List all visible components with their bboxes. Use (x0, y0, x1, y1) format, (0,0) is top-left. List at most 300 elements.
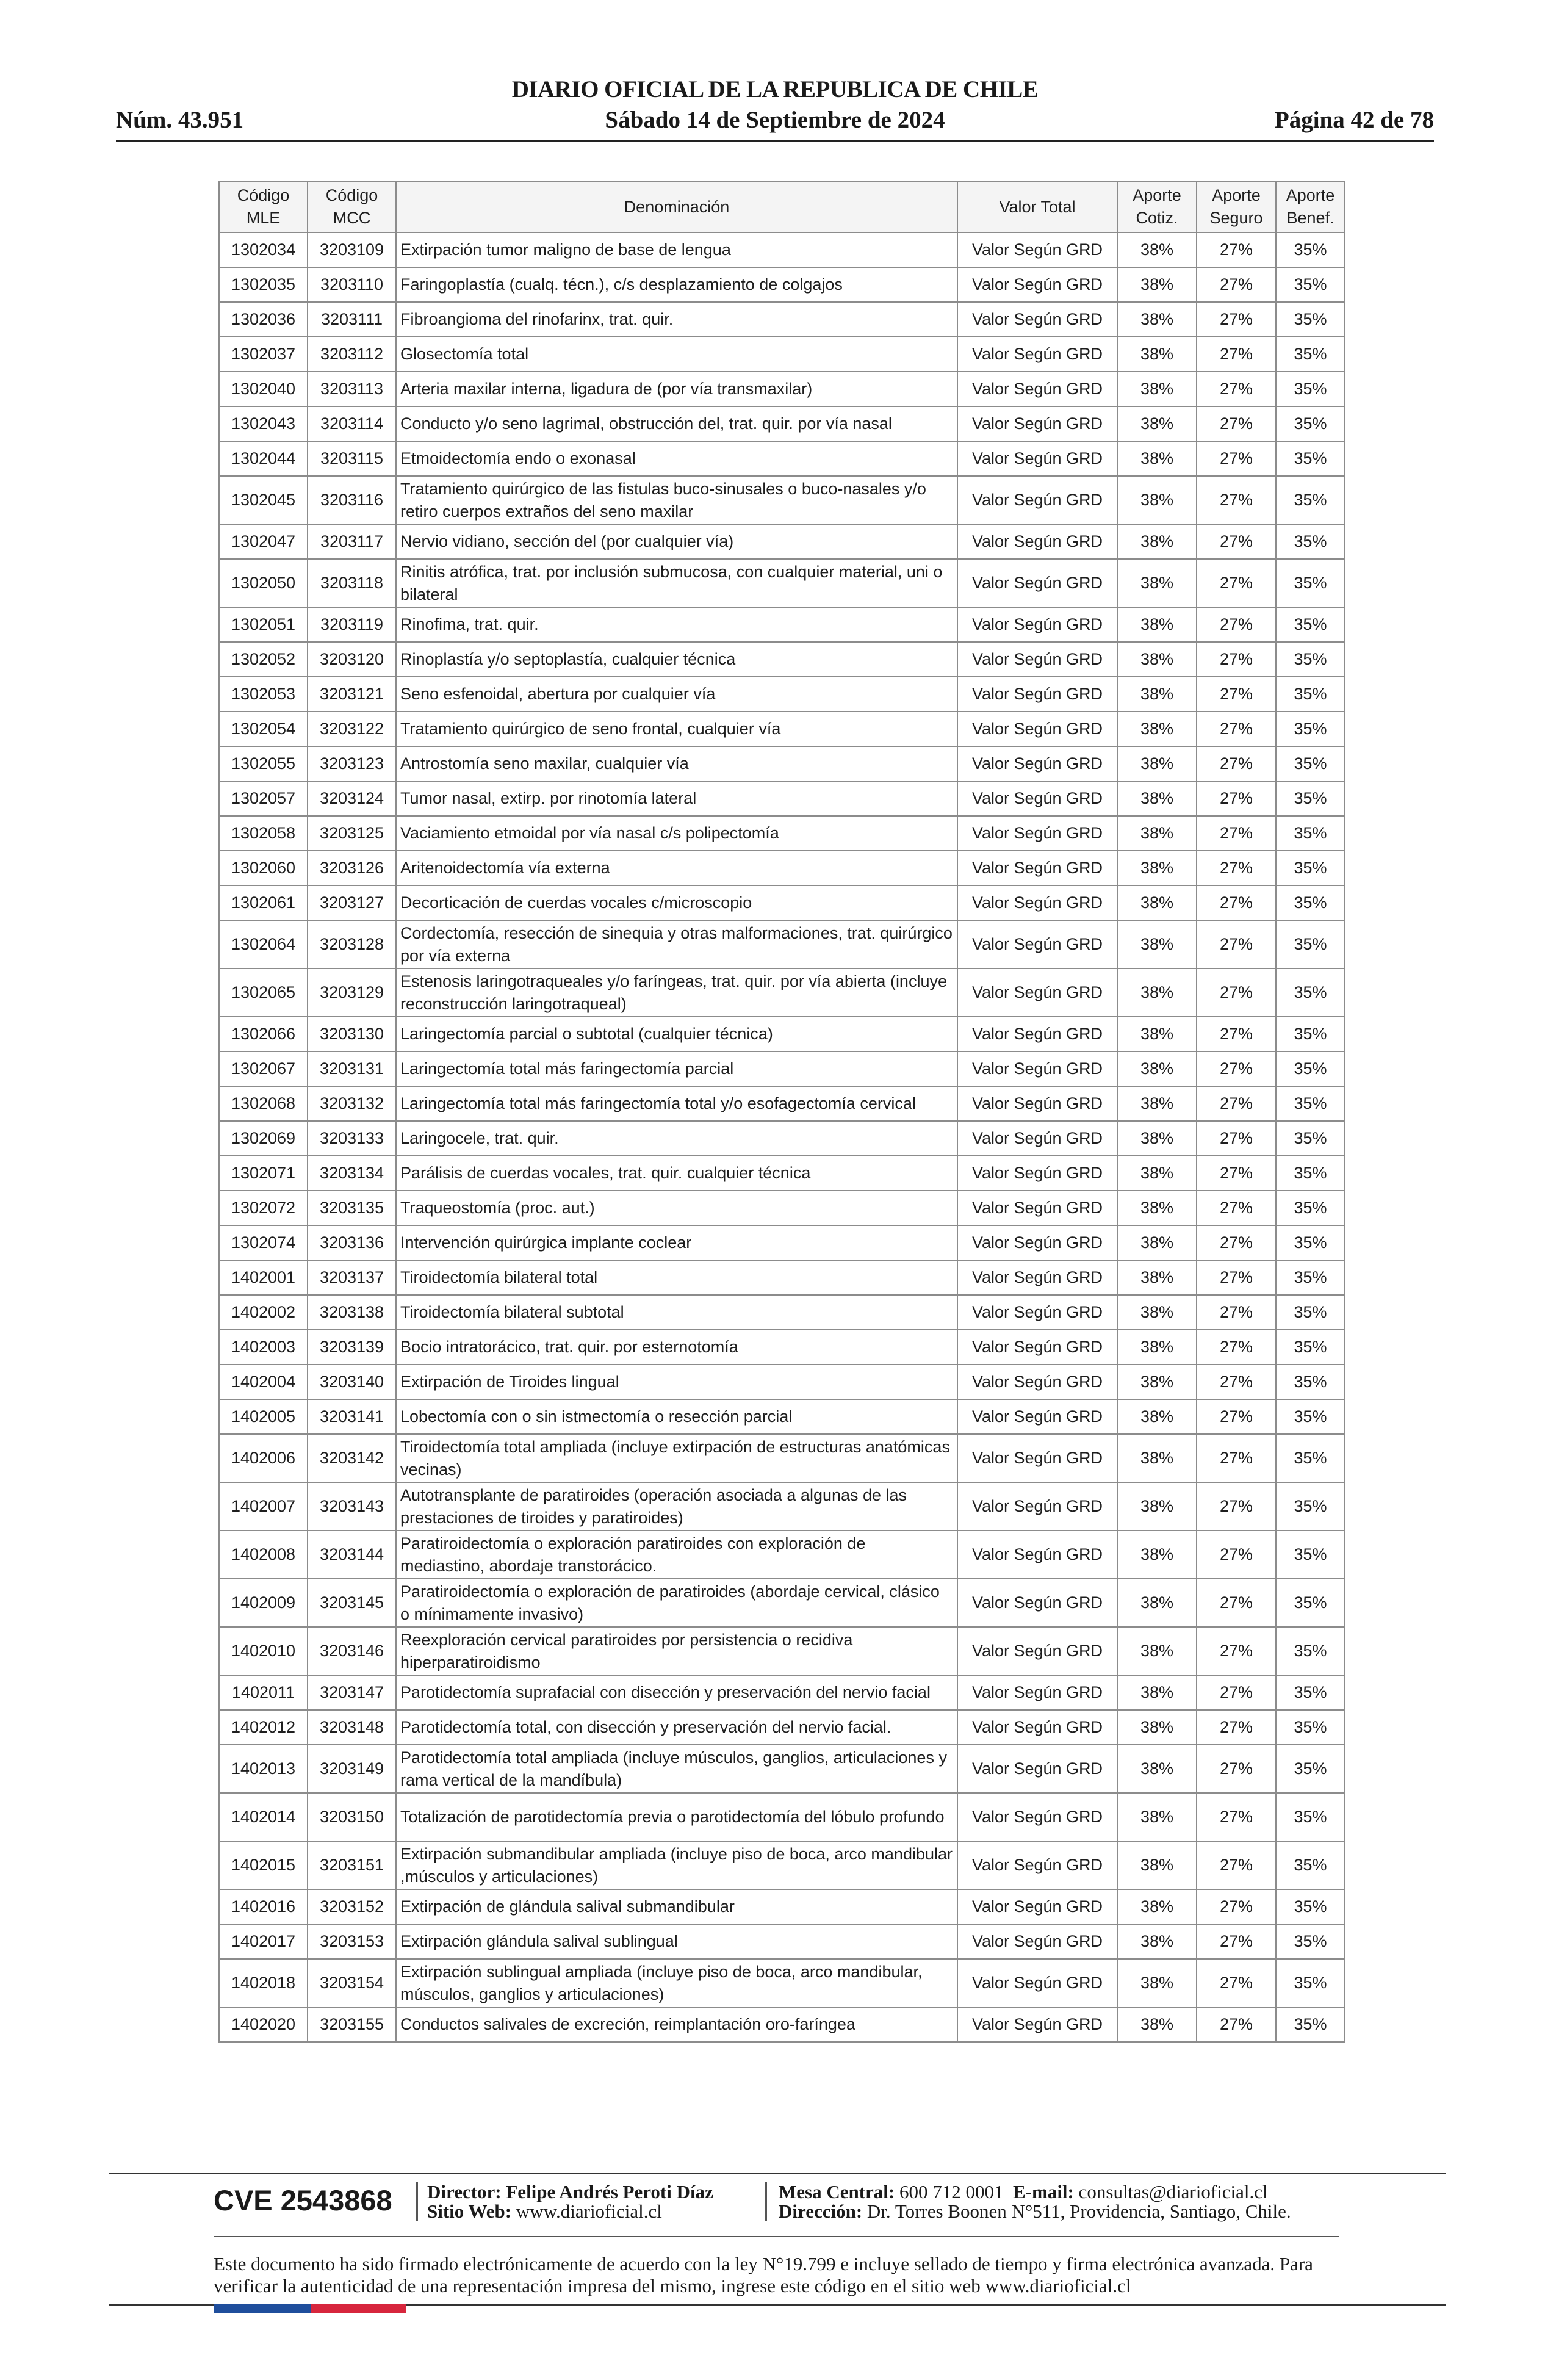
cell-codigo-mle: 1402005 (219, 1399, 308, 1434)
cell-aporte-seguro: 27% (1197, 968, 1276, 1017)
cell-codigo-mcc: 3203147 (308, 1675, 396, 1710)
cell-codigo-mcc: 3203150 (308, 1793, 396, 1841)
table-row (219, 816, 1345, 851)
issue-date: Sábado 14 de Septiembre de 2024 (605, 107, 945, 133)
cell-aporte-cotiz: 38% (1117, 1434, 1197, 1482)
cell-aporte-seguro: 27% (1197, 1924, 1276, 1959)
cell-codigo-mcc: 3203140 (308, 1365, 396, 1399)
cell-aporte-benef: 35% (1276, 607, 1345, 642)
cell-codigo-mle: 1402013 (219, 1745, 308, 1793)
table-row (219, 1531, 1345, 1579)
table-row (219, 1295, 1345, 1330)
table-row (219, 712, 1345, 746)
table-row (219, 476, 1345, 524)
cell-valor-total: Valor Según GRD (957, 267, 1117, 302)
cell-aporte-benef: 35% (1276, 816, 1345, 851)
cell-aporte-benef: 35% (1276, 781, 1345, 816)
cell-codigo-mle: 1302047 (219, 524, 308, 559)
cell-aporte-benef: 35% (1276, 559, 1345, 607)
cell-aporte-seguro: 27% (1197, 1841, 1276, 1889)
table-row (219, 2007, 1345, 2042)
cell-aporte-seguro: 27% (1197, 885, 1276, 920)
cell-aporte-seguro: 27% (1197, 1675, 1276, 1710)
cell-aporte-cotiz: 38% (1117, 1051, 1197, 1086)
cell-valor-total: Valor Según GRD (957, 1793, 1117, 1841)
cell-codigo-mle: 1302053 (219, 677, 308, 712)
cell-aporte-seguro: 27% (1197, 406, 1276, 441)
page-number: Página 42 de 78 (1274, 107, 1434, 133)
cell-denominacion: Laringectomía parcial o subtotal (cualquier técnica) (396, 1017, 957, 1051)
cell-aporte-benef: 35% (1276, 1017, 1345, 1051)
flag-stripe-red (311, 2304, 406, 2313)
cell-denominacion: Traqueostomía (proc. aut.) (396, 1191, 957, 1225)
cell-denominacion: Parotidectomía total, con disección y preservación del nervio facial. (396, 1710, 957, 1745)
cell-aporte-benef: 35% (1276, 920, 1345, 968)
cell-codigo-mle: 1302057 (219, 781, 308, 816)
cell-aporte-benef: 35% (1276, 1051, 1345, 1086)
cell-denominacion: Aritenoidectomía vía externa (396, 851, 957, 885)
footer-divider (416, 2182, 418, 2221)
cell-denominacion: Conductos salivales de excreción, reimplantación oro-faríngea (396, 2007, 957, 2042)
cell-denominacion: Laringectomía total más faringectomía parcial (396, 1051, 957, 1086)
cell-codigo-mle: 1402009 (219, 1579, 308, 1627)
cell-denominacion: Tiroidectomía bilateral subtotal (396, 1295, 957, 1330)
cell-denominacion: Tratamiento quirúrgico de las fistulas buco-sinusales o buco-nasales y/o retiro cuerpos extraños del seno maxilar (396, 476, 957, 524)
cell-aporte-benef: 35% (1276, 1365, 1345, 1399)
cell-denominacion: Extirpación tumor maligno de base de lengua (396, 233, 957, 267)
table-row (219, 1156, 1345, 1191)
cell-valor-total: Valor Según GRD (957, 1295, 1117, 1330)
cell-codigo-mcc: 3203115 (308, 441, 396, 476)
cell-aporte-cotiz: 38% (1117, 1959, 1197, 2007)
cell-aporte-benef: 35% (1276, 1627, 1345, 1675)
table-row (219, 1793, 1345, 1841)
cell-aporte-benef: 35% (1276, 1924, 1345, 1959)
cell-aporte-seguro: 27% (1197, 1017, 1276, 1051)
cell-aporte-benef: 35% (1276, 233, 1345, 267)
cell-codigo-mcc: 3203135 (308, 1191, 396, 1225)
cell-aporte-cotiz: 38% (1117, 642, 1197, 677)
web-label: Sitio Web: (427, 2201, 512, 2222)
table-row (219, 1889, 1345, 1924)
cell-aporte-seguro: 27% (1197, 524, 1276, 559)
cell-aporte-seguro: 27% (1197, 559, 1276, 607)
cell-denominacion: Bocio intratorácico, trat. quir. por esternotomía (396, 1330, 957, 1365)
header-rule (116, 140, 1434, 142)
cell-aporte-seguro: 27% (1197, 372, 1276, 406)
cell-codigo-mle: 1402012 (219, 1710, 308, 1745)
cell-codigo-mle: 1402020 (219, 2007, 308, 2042)
director-label: Director: (427, 2181, 502, 2202)
cell-codigo-mcc: 3203151 (308, 1841, 396, 1889)
cell-valor-total: Valor Según GRD (957, 1482, 1117, 1531)
header-codigo-mcc: Código MCC (308, 181, 396, 233)
cell-codigo-mle: 1302061 (219, 885, 308, 920)
table-row (219, 1710, 1345, 1745)
cell-codigo-mle: 1402014 (219, 1793, 308, 1841)
mesa-value: 600 712 0001 (899, 2181, 1004, 2202)
cell-codigo-mcc: 3203124 (308, 781, 396, 816)
table-row (219, 1086, 1345, 1121)
cell-codigo-mcc: 3203116 (308, 476, 396, 524)
cell-codigo-mle: 1302054 (219, 712, 308, 746)
cell-valor-total: Valor Según GRD (957, 524, 1117, 559)
cell-aporte-seguro: 27% (1197, 267, 1276, 302)
table-row (219, 1017, 1345, 1051)
cell-aporte-seguro: 27% (1197, 642, 1276, 677)
table-row (219, 1051, 1345, 1086)
table-row (219, 920, 1345, 968)
table-row (219, 746, 1345, 781)
cell-valor-total: Valor Según GRD (957, 302, 1117, 337)
cell-aporte-seguro: 27% (1197, 1051, 1276, 1086)
cell-aporte-benef: 35% (1276, 1399, 1345, 1434)
table-row (219, 1434, 1345, 1482)
cell-valor-total: Valor Según GRD (957, 1399, 1117, 1434)
cell-codigo-mcc: 3203117 (308, 524, 396, 559)
cell-aporte-seguro: 27% (1197, 920, 1276, 968)
cell-codigo-mcc: 3203153 (308, 1924, 396, 1959)
cell-aporte-seguro: 27% (1197, 816, 1276, 851)
cell-denominacion: Parotidectomía total ampliada (incluye músculos, ganglios, articulaciones y rama vertical de la mandíbula) (396, 1745, 957, 1793)
director-name: Felipe Andrés Peroti Díaz (506, 2181, 713, 2202)
table-row (219, 267, 1345, 302)
cell-valor-total: Valor Según GRD (957, 476, 1117, 524)
table-row (219, 885, 1345, 920)
cell-denominacion: Tumor nasal, extirp. por rinotomía lateral (396, 781, 957, 816)
cell-aporte-benef: 35% (1276, 524, 1345, 559)
cell-codigo-mcc: 3203145 (308, 1579, 396, 1627)
table-row (219, 372, 1345, 406)
cell-aporte-seguro: 27% (1197, 337, 1276, 372)
cell-codigo-mle: 1402003 (219, 1330, 308, 1365)
cell-valor-total: Valor Según GRD (957, 406, 1117, 441)
table-row (219, 607, 1345, 642)
cell-aporte-seguro: 27% (1197, 1793, 1276, 1841)
cell-denominacion: Faringoplastía (cualq. técn.), c/s desplazamiento de colgajos (396, 267, 957, 302)
cell-aporte-benef: 35% (1276, 441, 1345, 476)
cell-aporte-benef: 35% (1276, 1295, 1345, 1330)
cell-denominacion: Vaciamiento etmoidal por vía nasal c/s polipectomía (396, 816, 957, 851)
cell-valor-total: Valor Según GRD (957, 712, 1117, 746)
cell-aporte-cotiz: 38% (1117, 476, 1197, 524)
cell-aporte-cotiz: 38% (1117, 1365, 1197, 1399)
cell-denominacion: Totalización de parotidectomía previa o parotidectomía del lóbulo profundo (396, 1793, 957, 1841)
cve-code: CVE 2543868 (214, 2184, 392, 2216)
cell-codigo-mle: 1402011 (219, 1675, 308, 1710)
cell-aporte-seguro: 27% (1197, 1156, 1276, 1191)
cell-codigo-mcc: 3203136 (308, 1225, 396, 1260)
cell-codigo-mcc: 3203138 (308, 1295, 396, 1330)
cell-aporte-cotiz: 38% (1117, 233, 1197, 267)
cell-aporte-seguro: 27% (1197, 851, 1276, 885)
cell-valor-total: Valor Según GRD (957, 1086, 1117, 1121)
table-row (219, 1482, 1345, 1531)
cell-denominacion: Arteria maxilar interna, ligadura de (por vía transmaxilar) (396, 372, 957, 406)
cell-denominacion: Fibroangioma del rinofarinx, trat. quir. (396, 302, 957, 337)
cell-aporte-cotiz: 38% (1117, 607, 1197, 642)
cell-codigo-mle: 1402008 (219, 1531, 308, 1579)
cell-codigo-mle: 1402006 (219, 1434, 308, 1482)
cell-aporte-benef: 35% (1276, 1330, 1345, 1365)
cell-codigo-mcc: 3203121 (308, 677, 396, 712)
cell-valor-total: Valor Según GRD (957, 746, 1117, 781)
cell-valor-total: Valor Según GRD (957, 607, 1117, 642)
cell-aporte-seguro: 27% (1197, 476, 1276, 524)
cell-codigo-mcc: 3203127 (308, 885, 396, 920)
cell-aporte-benef: 35% (1276, 851, 1345, 885)
table-row (219, 1959, 1345, 2007)
cell-aporte-seguro: 27% (1197, 2007, 1276, 2042)
cell-aporte-benef: 35% (1276, 406, 1345, 441)
cell-aporte-cotiz: 38% (1117, 920, 1197, 968)
legal-notice: Este documento ha sido firmado electrónicamente de acuerdo con la ley N°19.799 e incluye sellado de tiempo y firma electrónica avanzada. Para verificar la autenticidad de una representación impresa del mismo, ingrese este código en el sitio web www.diarioficial.cl (214, 2253, 1313, 2296)
cell-denominacion: Reexploración cervical paratiroides por persistencia o recidiva hiperparatiroidismo (396, 1627, 957, 1675)
cell-aporte-cotiz: 38% (1117, 851, 1197, 885)
cell-codigo-mcc: 3203143 (308, 1482, 396, 1531)
cell-valor-total: Valor Según GRD (957, 2007, 1117, 2042)
cell-aporte-benef: 35% (1276, 1959, 1345, 2007)
table-row (219, 1579, 1345, 1627)
cell-aporte-cotiz: 38% (1117, 816, 1197, 851)
cell-aporte-cotiz: 38% (1117, 1482, 1197, 1531)
cell-codigo-mle: 1302055 (219, 746, 308, 781)
cell-aporte-benef: 35% (1276, 267, 1345, 302)
cell-valor-total: Valor Según GRD (957, 441, 1117, 476)
table-row (219, 851, 1345, 885)
cell-denominacion: Parotidectomía suprafacial con disección y preservación del nervio facial (396, 1675, 957, 1710)
cell-aporte-benef: 35% (1276, 677, 1345, 712)
cell-codigo-mcc: 3203114 (308, 406, 396, 441)
table-row (219, 1627, 1345, 1675)
cell-codigo-mle: 1302074 (219, 1225, 308, 1260)
cell-codigo-mcc: 3203128 (308, 920, 396, 968)
cell-aporte-seguro: 27% (1197, 441, 1276, 476)
cell-aporte-seguro: 27% (1197, 1627, 1276, 1675)
cell-aporte-cotiz: 38% (1117, 1793, 1197, 1841)
cell-aporte-benef: 35% (1276, 1531, 1345, 1579)
cell-aporte-cotiz: 38% (1117, 1627, 1197, 1675)
cell-aporte-benef: 35% (1276, 1434, 1345, 1482)
cell-denominacion: Etmoidectomía endo o exonasal (396, 441, 957, 476)
cell-codigo-mle: 1302065 (219, 968, 308, 1017)
cell-codigo-mle: 1302034 (219, 233, 308, 267)
cell-codigo-mcc: 3203129 (308, 968, 396, 1017)
cell-codigo-mcc: 3203141 (308, 1399, 396, 1434)
cell-codigo-mcc: 3203111 (308, 302, 396, 337)
cell-codigo-mle: 1302060 (219, 851, 308, 885)
cell-valor-total: Valor Según GRD (957, 559, 1117, 607)
cell-aporte-cotiz: 38% (1117, 1330, 1197, 1365)
email-label: E-mail: (1013, 2181, 1074, 2202)
cell-aporte-cotiz: 38% (1117, 2007, 1197, 2042)
cell-aporte-cotiz: 38% (1117, 1086, 1197, 1121)
cell-valor-total: Valor Según GRD (957, 1434, 1117, 1482)
cell-codigo-mcc: 3203120 (308, 642, 396, 677)
cell-valor-total: Valor Según GRD (957, 1017, 1117, 1051)
cell-aporte-seguro: 27% (1197, 1959, 1276, 2007)
table-row (219, 406, 1345, 441)
cell-valor-total: Valor Según GRD (957, 1889, 1117, 1924)
cell-valor-total: Valor Según GRD (957, 1959, 1117, 2007)
mesa-label: Mesa Central: (779, 2181, 895, 2202)
table-row (219, 524, 1345, 559)
cell-aporte-cotiz: 38% (1117, 1156, 1197, 1191)
email-link[interactable]: consultas@diarioficial.cl (1078, 2181, 1268, 2202)
cell-aporte-cotiz: 38% (1117, 1121, 1197, 1156)
cell-aporte-benef: 35% (1276, 885, 1345, 920)
cell-valor-total: Valor Según GRD (957, 233, 1117, 267)
cell-aporte-cotiz: 38% (1117, 677, 1197, 712)
cell-aporte-benef: 35% (1276, 1841, 1345, 1889)
cell-codigo-mle: 1302037 (219, 337, 308, 372)
cell-valor-total: Valor Según GRD (957, 1191, 1117, 1225)
cell-denominacion: Rinofima, trat. quir. (396, 607, 957, 642)
table-row (219, 1191, 1345, 1225)
cell-codigo-mcc: 3203146 (308, 1627, 396, 1675)
table-row (219, 1745, 1345, 1793)
cell-codigo-mcc: 3203110 (308, 267, 396, 302)
cell-aporte-seguro: 27% (1197, 1260, 1276, 1295)
cell-valor-total: Valor Según GRD (957, 781, 1117, 816)
cell-codigo-mcc: 3203133 (308, 1121, 396, 1156)
cell-valor-total: Valor Según GRD (957, 1627, 1117, 1675)
header-aporte-seguro: Aporte Seguro (1197, 181, 1276, 233)
cell-codigo-mcc: 3203123 (308, 746, 396, 781)
cell-codigo-mle: 1402016 (219, 1889, 308, 1924)
cell-aporte-benef: 35% (1276, 372, 1345, 406)
cell-aporte-benef: 35% (1276, 1260, 1345, 1295)
cell-aporte-cotiz: 38% (1117, 559, 1197, 607)
cell-denominacion: Glosectomía total (396, 337, 957, 372)
cell-aporte-cotiz: 38% (1117, 1924, 1197, 1959)
cell-aporte-seguro: 27% (1197, 1399, 1276, 1434)
cell-denominacion: Lobectomía con o sin istmectomía o resección parcial (396, 1399, 957, 1434)
cell-valor-total: Valor Según GRD (957, 851, 1117, 885)
cell-aporte-cotiz: 38% (1117, 712, 1197, 746)
cell-codigo-mle: 1302072 (219, 1191, 308, 1225)
cell-codigo-mle: 1302045 (219, 476, 308, 524)
cell-codigo-mle: 1302064 (219, 920, 308, 968)
web-link[interactable]: www.diarioficial.cl (516, 2201, 662, 2222)
issue-number: Núm. 43.951 (116, 107, 244, 133)
cell-aporte-cotiz: 38% (1117, 1260, 1197, 1295)
cell-codigo-mle: 1402015 (219, 1841, 308, 1889)
cell-codigo-mle: 1302052 (219, 642, 308, 677)
cell-aporte-cotiz: 38% (1117, 372, 1197, 406)
header-aporte-benef: Aporte Benef. (1276, 181, 1345, 233)
cell-aporte-benef: 35% (1276, 1482, 1345, 1531)
cell-aporte-benef: 35% (1276, 1579, 1345, 1627)
cell-denominacion: Seno esfenoidal, abertura por cualquier vía (396, 677, 957, 712)
cell-codigo-mcc: 3203118 (308, 559, 396, 607)
cell-codigo-mle: 1402001 (219, 1260, 308, 1295)
cell-aporte-seguro: 27% (1197, 1579, 1276, 1627)
table-row (219, 1365, 1345, 1399)
cell-codigo-mcc: 3203130 (308, 1017, 396, 1051)
address-value: Dr. Torres Boonen N°511, Providencia, Santiago, Chile. (866, 2201, 1291, 2222)
cell-denominacion: Paratiroidectomía o exploración paratiroides con exploración de mediastino, abordaje transtorácico. (396, 1531, 957, 1579)
address-label: Dirección: (779, 2201, 863, 2222)
cell-valor-total: Valor Según GRD (957, 885, 1117, 920)
cell-valor-total: Valor Según GRD (957, 920, 1117, 968)
cell-aporte-benef: 35% (1276, 1191, 1345, 1225)
cell-aporte-cotiz: 38% (1117, 267, 1197, 302)
table-row (219, 1225, 1345, 1260)
cell-denominacion: Antrostomía seno maxilar, cualquier vía (396, 746, 957, 781)
cell-valor-total: Valor Según GRD (957, 1710, 1117, 1745)
cell-aporte-cotiz: 38% (1117, 1225, 1197, 1260)
table-row (219, 1330, 1345, 1365)
table-row (219, 677, 1345, 712)
cell-aporte-benef: 35% (1276, 1745, 1345, 1793)
cell-aporte-benef: 35% (1276, 1121, 1345, 1156)
cell-codigo-mcc: 3203148 (308, 1710, 396, 1745)
cell-aporte-benef: 35% (1276, 2007, 1345, 2042)
cell-valor-total: Valor Según GRD (957, 1330, 1117, 1365)
cell-aporte-seguro: 27% (1197, 1710, 1276, 1745)
cell-codigo-mle: 1302051 (219, 607, 308, 642)
header-aporte-cotiz: Aporte Cotiz. (1117, 181, 1197, 233)
cell-valor-total: Valor Según GRD (957, 816, 1117, 851)
table-row (219, 1924, 1345, 1959)
cell-codigo-mle: 1302067 (219, 1051, 308, 1086)
cell-codigo-mcc: 3203137 (308, 1260, 396, 1295)
cell-denominacion: Extirpación submandibular ampliada (incluye piso de boca, arco mandibular ,músculos y articulaciones) (396, 1841, 957, 1889)
cell-denominacion: Tiroidectomía total ampliada (incluye extirpación de estructuras anatómicas vecinas) (396, 1434, 957, 1482)
cell-aporte-seguro: 27% (1197, 1086, 1276, 1121)
cell-aporte-benef: 35% (1276, 712, 1345, 746)
cell-valor-total: Valor Según GRD (957, 642, 1117, 677)
cell-aporte-benef: 35% (1276, 1889, 1345, 1924)
cell-aporte-cotiz: 38% (1117, 441, 1197, 476)
cell-denominacion: Conducto y/o seno lagrimal, obstrucción del, trat. quir. por vía nasal (396, 406, 957, 441)
cell-aporte-seguro: 27% (1197, 1191, 1276, 1225)
cell-codigo-mle: 1302066 (219, 1017, 308, 1051)
cell-valor-total: Valor Según GRD (957, 1745, 1117, 1793)
table-row (219, 1399, 1345, 1434)
table-row (219, 233, 1345, 267)
cell-codigo-mle: 1302050 (219, 559, 308, 607)
cell-aporte-seguro: 27% (1197, 1330, 1276, 1365)
cell-aporte-cotiz: 38% (1117, 1889, 1197, 1924)
table-row (219, 1675, 1345, 1710)
cell-codigo-mcc: 3203142 (308, 1434, 396, 1482)
cell-codigo-mcc: 3203154 (308, 1959, 396, 2007)
cell-aporte-cotiz: 38% (1117, 1710, 1197, 1745)
cell-denominacion: Rinitis atrófica, trat. por inclusión submucosa, con cualquier material, uni o bilateral (396, 559, 957, 607)
cell-codigo-mcc: 3203155 (308, 2007, 396, 2042)
cell-valor-total: Valor Según GRD (957, 1156, 1117, 1191)
cell-denominacion: Autotransplante de paratiroides (operación asociada a algunas de las prestaciones de tiroides y paratiroides) (396, 1482, 957, 1531)
cell-denominacion: Extirpación de Tiroides lingual (396, 1365, 957, 1399)
cell-aporte-cotiz: 38% (1117, 885, 1197, 920)
table-row (219, 559, 1345, 607)
cell-valor-total: Valor Según GRD (957, 968, 1117, 1017)
cell-codigo-mle: 1402004 (219, 1365, 308, 1399)
cell-aporte-cotiz: 38% (1117, 746, 1197, 781)
cell-valor-total: Valor Según GRD (957, 1365, 1117, 1399)
cell-codigo-mle: 1302044 (219, 441, 308, 476)
cell-aporte-benef: 35% (1276, 968, 1345, 1017)
table-row (219, 1841, 1345, 1889)
cell-codigo-mcc: 3203134 (308, 1156, 396, 1191)
cell-denominacion: Estenosis laringotraqueales y/o faríngeas, trat. quir. por vía abierta (incluye reconstrucción laringotraqueal) (396, 968, 957, 1017)
cell-codigo-mcc: 3203126 (308, 851, 396, 885)
cell-codigo-mcc: 3203131 (308, 1051, 396, 1086)
cell-aporte-cotiz: 38% (1117, 1841, 1197, 1889)
cell-valor-total: Valor Según GRD (957, 1051, 1117, 1086)
